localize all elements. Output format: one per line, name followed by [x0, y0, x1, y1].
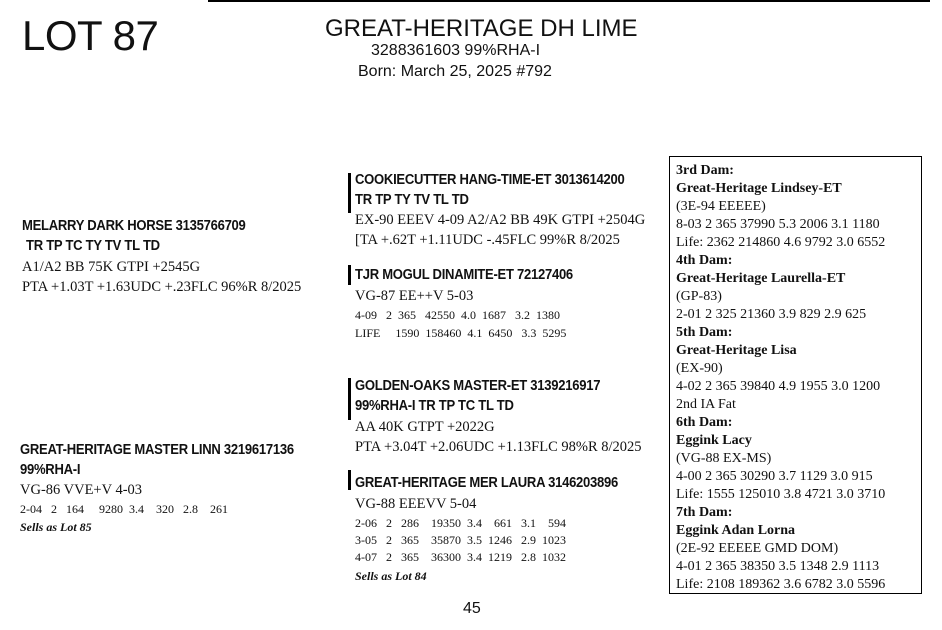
sires-dam-record-life: LIFE 1590 158460 4.1 6450 3.3 5295	[355, 326, 567, 340]
sires-dam-record-1: 4-09 2 365 42550 4.0 1687 3.2 1380	[355, 308, 560, 322]
dam-rha: 99%RHA-I	[20, 462, 81, 478]
fifth-dam-name: Great-Heritage Lisa	[676, 343, 797, 358]
fifth-dam-classification: (EX-90)	[676, 361, 723, 376]
sixth-dam-record: 4-00 2 365 30290 3.7 1129 3.0 915	[676, 469, 873, 484]
fourth-dam-record: 2-01 2 325 21360 3.9 829 2.9 625	[676, 307, 867, 322]
dams-sire-name: GOLDEN-OAKS MASTER-ET 3139216917	[355, 378, 601, 394]
top-rule	[208, 0, 930, 2]
birth-date: Born: March 25, 2025 #792	[358, 63, 552, 80]
sixth-dam-classification: (VG-88 EX-MS)	[676, 451, 772, 466]
dams-sire-traits: 99%RHA-I TR TP TC TL TD	[355, 398, 514, 414]
fifth-dam-note: 2nd IA Fat	[676, 397, 736, 412]
fourth-dam-name: Great-Heritage Laurella-ET	[676, 271, 846, 286]
sires-sire-name: COOKIECUTTER HANG-TIME-ET 3013614200	[355, 172, 625, 188]
dam-record-1: 2-04 2 164 9280 3.4 320 2.8 261	[20, 502, 228, 516]
seventh-dam-life: Life: 2108 189362 3.6 6782 3.0 5596	[676, 577, 886, 592]
dams-sire-genomics: AA 40K GTPT +2022G	[355, 419, 495, 435]
sires-dam-classification: VG-87 EE++V 5-03	[355, 288, 474, 304]
dams-dam-bracket	[348, 470, 351, 490]
dams-dam-record-2: 3-05 2 365 35870 3.5 1246 2.9 1023	[355, 533, 566, 547]
sires-sire-classification: EX-90 EEEV 4-09 A2/A2 BB 49K GTPI +2504G	[355, 212, 646, 228]
dams-dam-sells-note: Sells as Lot 84	[355, 569, 427, 583]
lot-number: LOT 87	[22, 12, 159, 59]
sire-name: MELARRY DARK HORSE 3135766709	[22, 218, 246, 234]
fifth-dam-record: 4-02 2 365 39840 4.9 1955 3.0 1200	[676, 379, 881, 394]
sixth-dam-name: Eggink Lacy	[676, 433, 752, 448]
maternal-ancestry-box	[669, 156, 922, 594]
sixth-dam-life: Life: 1555 125010 3.8 4721 3.0 3710	[676, 487, 886, 502]
sires-dam-name: TJR MOGUL DINAMITE-ET 72127406	[355, 267, 573, 283]
fifth-dam-label: 5th Dam:	[676, 325, 733, 340]
dams-dam-record-1: 2-06 2 286 19350 3.4 661 3.1 594	[355, 516, 566, 530]
dams-dam-record-3: 4-07 2 365 36300 3.4 1219 2.8 1032	[355, 550, 566, 564]
sires-dam-bracket	[348, 265, 351, 285]
dam-sells-note: Sells as Lot 85	[20, 520, 92, 534]
dams-sire-bracket	[348, 378, 351, 420]
animal-name: GREAT-HERITAGE DH LIME	[325, 15, 638, 42]
sixth-dam-label: 6th Dam:	[676, 415, 733, 430]
dams-dam-name: GREAT-HERITAGE MER LAURA 3146203896	[355, 475, 618, 491]
third-dam-name: Great-Heritage Lindsey-ET	[676, 181, 842, 196]
dam-name: GREAT-HERITAGE MASTER LINN 3219617136	[20, 442, 294, 458]
dams-dam-classification: VG-88 EEEVV 5-04	[355, 496, 477, 512]
seventh-dam-name: Eggink Adan Lorna	[676, 523, 796, 538]
dams-sire-pta: PTA +3.04T +2.06UDC +1.13FLC 98%R 8/2025	[355, 439, 642, 455]
dam-classification: VG-86 VVE+V 4-03	[20, 482, 143, 498]
seventh-dam-classification: (2E-92 EEEEE GMD DOM)	[676, 541, 839, 556]
seventh-dam-record: 4-01 2 365 38350 3.5 1348 2.9 1113	[676, 559, 880, 574]
sire-pta: PTA +1.03T +1.63UDC +.23FLC 96%R 8/2025	[22, 279, 302, 295]
sires-sire-bracket	[348, 173, 351, 213]
fourth-dam-label: 4th Dam:	[676, 253, 733, 268]
third-dam-label: 3rd Dam:	[676, 163, 734, 178]
sire-genomics: A1/A2 BB 75K GTPI +2545G	[22, 259, 201, 275]
sires-sire-pta: [TA +.62T +1.11UDC -.45FLC 99%R 8/2025	[355, 232, 620, 248]
sire-traits: TR TP TC TY TV TL TD	[26, 238, 160, 254]
page-number: 45	[463, 600, 481, 617]
third-dam-classification: (3E-94 EEEEE)	[676, 199, 766, 214]
seventh-dam-label: 7th Dam:	[676, 505, 733, 520]
third-dam-record: 8-03 2 365 37990 5.3 2006 3.1 1180	[676, 217, 880, 232]
third-dam-life: Life: 2362 214860 4.6 9792 3.0 6552	[676, 235, 886, 250]
sires-sire-traits: TR TP TY TV TL TD	[355, 192, 469, 208]
fourth-dam-classification: (GP-83)	[676, 289, 722, 304]
registration-number: 3288361603 99%RHA-I	[371, 42, 541, 59]
